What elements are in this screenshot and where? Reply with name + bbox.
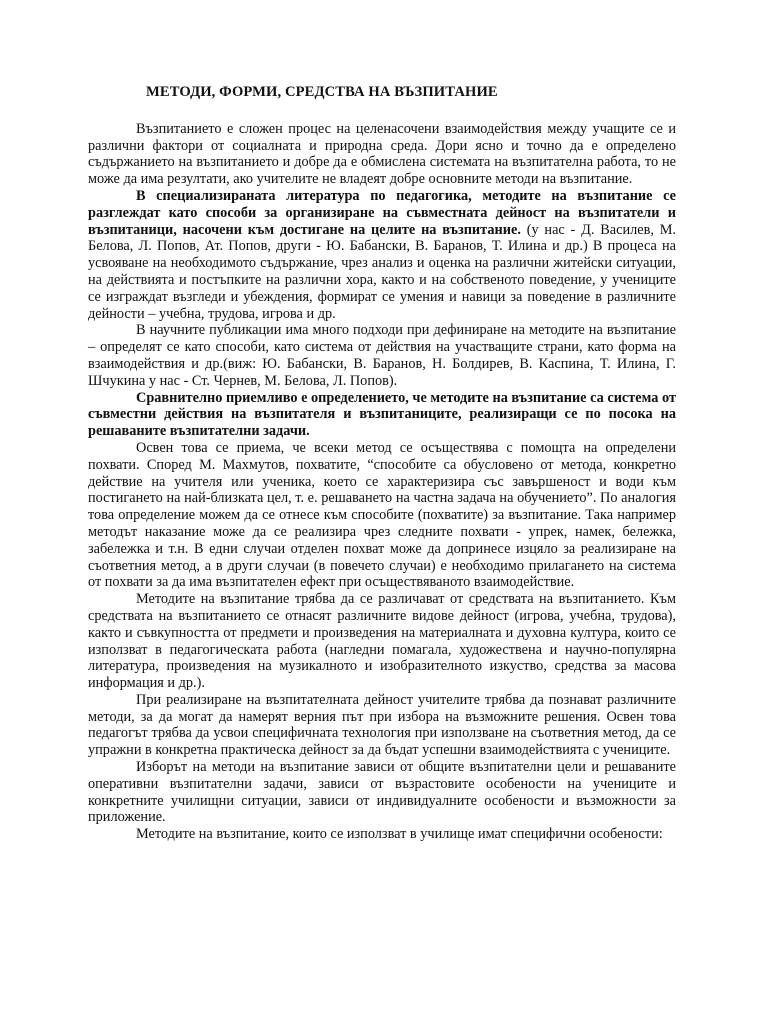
paragraph-4-bold: Сравнително приемливо е определението, че методите на възпитание са система от съвместни действия на възпитателя и възпитаниците, реализиращи се по посока на решаваните възпитателни задачи. <box>88 389 676 440</box>
document-title: МЕТОДИ, ФОРМИ, СРЕДСТВА НА ВЪЗПИТАНИЕ <box>146 84 498 100</box>
paragraph-2-bold: В специализираната литература по педагогика, методите на възпитание се разглеждат като способи за организиране на съвместната дейност на възпитатели и възпитаници, насочени към достигане на целите на възпитание. <box>88 187 676 238</box>
document-page <box>88 84 676 843</box>
paragraph-8: Изборът на методи на възпитание зависи от общите възпитателни цели и решаваните оперативни възпитателни задачи, зависи от възрастовите особености на учениците и конкретните училищни ситуации, зависи от индивидуалните особености и възможности за приложение. <box>88 759 676 826</box>
paragraph-7: При реализиране на възпитателната дейност учителите трябва да познават различните методи, за да могат да намерят верния път при избора на възможните решения. Освен това педагогът трябва да усвои специфичната технология при използване на съответния метод, да се упражни в конкретна практическа дейност за да бъдат успешни взаимодействията с учениците. <box>88 691 676 759</box>
paragraph-9: Методите на възпитание, които се използват в училище имат специфични особености: <box>136 826 663 843</box>
paragraph-5: Освен това се приема, че всеки метод се осъществява с помощта на определени похвати. Според М. Махмутов, похватите, “способите са обусловено от метода, конкретно действие на учителя или ученика, което се характеризира със завършеност и води към постигането на най-близката цел, т. е. решаването на частна задача на обучението”. По аналогия това определение можем да се отнесе към способите (похватите) за възпитание. Така например методът наказание може да се реализира чрез следните похвати - упрек, намек, бележка, забележка и т.н. В едни случаи отделен похват може да допринесе изцяло за реализиране на съответния метод, а в други случаи (в повечето случаи) е необходимо прилагането на система от похвати за да има възпитателен ефект при осъществяваното взаимодействие. <box>88 439 676 591</box>
paragraph-6: Методите на възпитание трябва да се различават от средствата на възпитанието. Към средствата на възпитанието се отнасят различните видове дейност (игрова, учебна, трудова), както и съвкупността от предмети и произведения на материалната и духовна култура, които се използват в педагогическата работа (нагледни помагала, художествена и научно-популярна литература, произведения на музикалното и изобразителното изкуство, средства за масова информация и др.). <box>88 591 676 692</box>
paragraph-2-rest: (у нас - Д. Василев, М. Белова, Л. Попов, Ат. Попов, други - Ю. Бабански, В. Баранов, Т. Илина и др.) В процеса на усвояване на необходимото съдържание, чрез анализ и оценка на различни житейски ситуации, на действията и постъпките на различни хора, както и на собственото поведение, у учениците се изграждат възгледи и убеждения, формират се умения и навици за поведение в различните дейности – учебна, трудова, игрова и др. <box>88 221 676 322</box>
paragraph-3: В научните публикации има много подходи при дефиниране на методите на възпитание – определят се като способи, като система от действия на участващите страни, като форма на взаимодействия и др.(виж: Ю. Бабански, В. Баранов, Н. Болдирев, В. Каспина, Т. Илина, Г. Шчукина у нас - Ст. Чернев, М. Белова, Л. Попов). <box>88 322 676 389</box>
paragraph-2 <box>88 188 676 322</box>
paragraph-1: Възпитанието е сложен процес на целенасочени взаимодействия между учащите се и различни фактори от социалната и природна среда. Дори ясно и точно да е определено съдържанието на възпитанието и добре да е обмислена системата на възпитателна работа, то не може да има резултати, ако учителите не владеят добре основните методи на възпитание. <box>88 120 676 188</box>
